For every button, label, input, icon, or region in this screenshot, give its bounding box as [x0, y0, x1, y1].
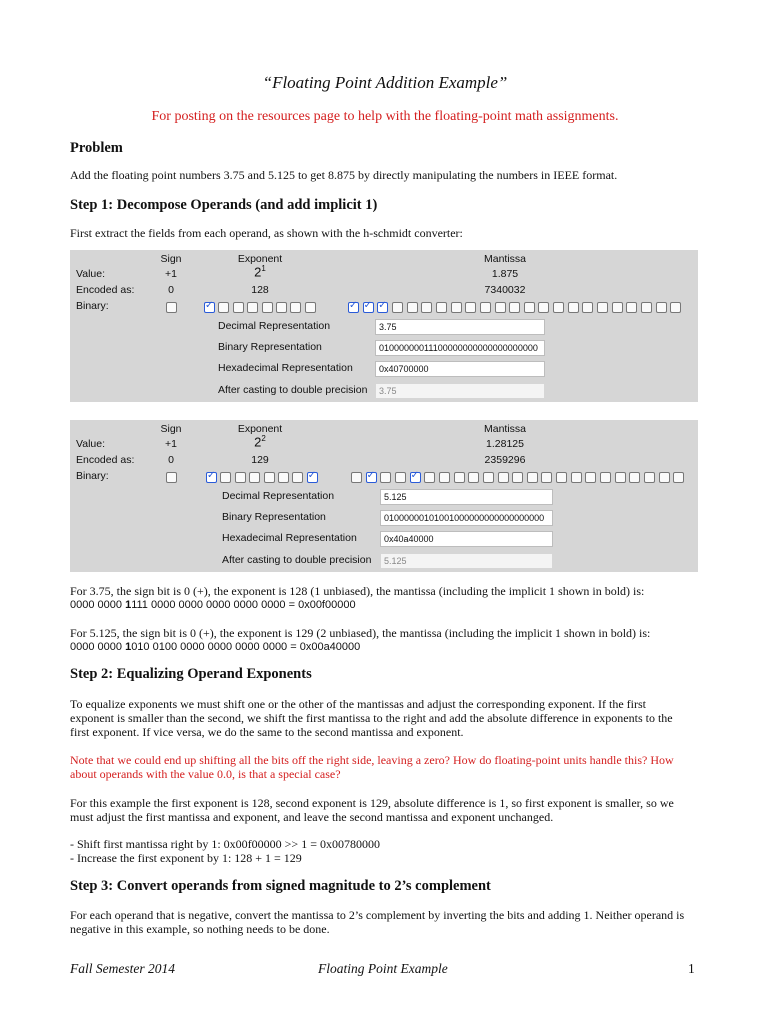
footer-page-number: 1 — [688, 961, 695, 976]
double-label: After casting to double precision — [218, 384, 368, 396]
footer-left: Fall Semester 2014 — [70, 961, 175, 976]
bit-checkbox-8[interactable] — [307, 472, 318, 483]
hex-label: Hexadecimal Representation — [218, 362, 353, 374]
bit-checkbox-11[interactable] — [377, 302, 388, 313]
bit-checkbox-9[interactable] — [351, 472, 362, 483]
bit-checkbox-15[interactable] — [436, 302, 447, 313]
bit-checkbox-1[interactable] — [206, 472, 217, 483]
step2-note: Note that we could end up shifting all the bits off the right side, leaving a zero? How do floating-point units handle this? How about operands with the value 0.0, is that a special case? — [70, 753, 674, 781]
bit-checkbox-22[interactable] — [541, 472, 552, 483]
encoded-label: Encoded as: — [76, 454, 135, 466]
bit-checkbox-31[interactable] — [670, 302, 681, 313]
sign-header: Sign — [160, 253, 182, 265]
decimal-label: Decimal Representation — [222, 490, 335, 502]
encoded-label: Encoded as: — [76, 284, 135, 296]
bit-checkbox-11[interactable] — [380, 472, 391, 483]
bit-checkbox-7[interactable] — [290, 302, 301, 313]
bit-checkbox-22[interactable] — [538, 302, 549, 313]
sign-value: +1 — [165, 268, 177, 280]
mantissa-value: 1.875 — [491, 268, 519, 280]
bit-checkbox-14[interactable] — [424, 472, 435, 483]
bit-checkbox-16[interactable] — [451, 302, 462, 313]
bit-checkbox-0[interactable] — [166, 302, 177, 313]
mantissa-value: 1.28125 — [486, 438, 524, 450]
bit-checkbox-17[interactable] — [468, 472, 479, 483]
analysis-1 — [70, 584, 690, 612]
exponent-value: $2^1$ — [254, 264, 266, 280]
bit-checkbox-19[interactable] — [498, 472, 509, 483]
bit-checkbox-20[interactable] — [509, 302, 520, 313]
step1-heading: Step 1: Decompose Operands (and add implicit 1) — [70, 197, 378, 213]
bit-checkbox-0[interactable] — [166, 472, 177, 483]
bit-checkbox-8[interactable] — [305, 302, 316, 313]
bit-checkbox-25[interactable] — [585, 472, 596, 483]
bit-checkbox-2[interactable] — [220, 472, 231, 483]
step2-heading: Step 2: Equalizing Operand Exponents — [70, 666, 312, 682]
double-output: 3.75 — [375, 383, 545, 399]
bit-checkbox-27[interactable] — [612, 302, 623, 313]
bit-checkbox-24[interactable] — [571, 472, 582, 483]
step3-text: For each operand that is negative, convert the mantissa to 2’s complement by inverting the bits and adding 1. Neither operand is negative in this example, so nothing needs to be done. — [70, 908, 685, 936]
hex-input[interactable]: 0x40a40000 — [380, 531, 553, 547]
binary-input[interactable]: 01000000101001000000000000000000 — [380, 510, 553, 526]
binary-repr-label: Binary Representation — [218, 341, 322, 353]
sign-header: Sign — [160, 423, 182, 435]
analysis-1-text: For 3.75, the sign bit is 0 (+), the exponent is 128 (1 unbiased), the mantissa (including the implicit 1 shown in bold) is: — [70, 584, 645, 598]
bit-checkbox-14[interactable] — [421, 302, 432, 313]
bit-checkbox-23[interactable] — [553, 302, 564, 313]
bit-checkbox-21[interactable] — [524, 302, 535, 313]
analysis-2-bits: 0000 0000 1010 0100 0000 0000 0000 0000 = 0x00a40000 — [70, 641, 361, 653]
hex-label: Hexadecimal Representation — [222, 532, 357, 544]
exponent-header: Exponent — [237, 253, 283, 265]
bit-checkbox-18[interactable] — [480, 302, 491, 313]
bit-checkbox-23[interactable] — [556, 472, 567, 483]
step2-bullet-2: - Increase the first exponent by 1: 128 + 1 = 129 — [70, 851, 302, 865]
bit-checkbox-15[interactable] — [439, 472, 450, 483]
bit-checkbox-16[interactable] — [454, 472, 465, 483]
exponent-encoded: 128 — [251, 284, 269, 296]
bit-checkbox-30[interactable] — [659, 472, 670, 483]
bit-checkbox-21[interactable] — [527, 472, 538, 483]
double-output: 5.125 — [380, 553, 553, 569]
step2-paragraph-2: For this example the first exponent is 128, second exponent is 129, absolute difference is 1, so first exponent is smaller, so we must adjust the first mantissa and exponent, and leave the second mantissa and exponent unchanged. — [70, 796, 674, 824]
analysis-1-bits: 0000 0000 1111 0000 0000 0000 0000 0000 = 0x00f00000 — [70, 599, 356, 611]
document-title: “Floating Point Addition Example” — [262, 73, 508, 92]
decimal-input[interactable]: 5.125 — [380, 489, 553, 505]
bit-checkbox-27[interactable] — [615, 472, 626, 483]
sign-encoded: 0 — [168, 454, 174, 466]
binary-input[interactable]: 01000000011100000000000000000000 — [375, 340, 545, 356]
bit-checkbox-4[interactable] — [249, 472, 260, 483]
bit-checkbox-3[interactable] — [233, 302, 244, 313]
bit-checkbox-17[interactable] — [465, 302, 476, 313]
bit-checkbox-18[interactable] — [483, 472, 494, 483]
binary-label: Binary: — [76, 300, 109, 312]
sign-value: +1 — [165, 438, 177, 450]
bit-checkbox-13[interactable] — [407, 302, 418, 313]
analysis-2-text: For 5.125, the sign bit is 0 (+), the exponent is 129 (2 unbiased), the mantissa (including the implicit 1 shown in bold) is: — [70, 626, 651, 640]
problem-text: Add the floating point numbers 3.75 and 5.125 to get 8.875 by directly manipulating the numbers in IEEE format. — [70, 168, 618, 182]
double-label: After casting to double precision — [222, 554, 372, 566]
bit-checkbox-30[interactable] — [656, 302, 667, 313]
mantissa-header: Mantissa — [483, 423, 526, 435]
binary-label: Binary: — [76, 470, 109, 482]
bit-checkbox-7[interactable] — [292, 472, 303, 483]
bit-checkbox-13[interactable] — [410, 472, 421, 483]
bit-checkbox-26[interactable] — [597, 302, 608, 313]
bit-checkbox-5[interactable] — [262, 302, 273, 313]
step2-bullet-1: - Shift first mantissa right by 1: 0x00f00000 >> 1 = 0x00780000 — [70, 837, 380, 851]
sign-encoded: 0 — [168, 284, 174, 296]
bit-checkbox-19[interactable] — [495, 302, 506, 313]
exponent-header: Exponent — [237, 423, 283, 435]
bit-checkbox-3[interactable] — [235, 472, 246, 483]
converter-panel-1 — [70, 250, 698, 402]
mantissa-encoded: 2359296 — [484, 454, 526, 466]
document-subtitle: For posting on the resources page to help with the floating-point math assignments. — [151, 109, 619, 124]
problem-heading: Problem — [70, 140, 123, 156]
bit-checkbox-20[interactable] — [512, 472, 523, 483]
bit-checkbox-26[interactable] — [600, 472, 611, 483]
bit-checkbox-10[interactable] — [363, 302, 374, 313]
bit-checkbox-25[interactable] — [582, 302, 593, 313]
value-label: Value: — [76, 438, 105, 450]
bit-checkbox-4[interactable] — [247, 302, 258, 313]
bit-checkbox-6[interactable] — [276, 302, 287, 313]
value-label: Value: — [76, 268, 105, 280]
hex-input[interactable]: 0x40700000 — [375, 361, 545, 377]
mantissa-header: Mantissa — [483, 253, 526, 265]
bit-checkbox-12[interactable] — [395, 472, 406, 483]
decimal-label: Decimal Representation — [218, 320, 331, 332]
exponent-value: $2^2$ — [254, 434, 266, 450]
binary-repr-label: Binary Representation — [222, 511, 326, 523]
bit-checkbox-31[interactable] — [673, 472, 684, 483]
bit-checkbox-6[interactable] — [278, 472, 289, 483]
mantissa-encoded: 7340032 — [484, 284, 526, 296]
bit-checkbox-28[interactable] — [626, 302, 637, 313]
step3-heading: Step 3: Convert operands from signed magnitude to 2’s complement — [70, 878, 491, 894]
bit-checkbox-2[interactable] — [218, 302, 229, 313]
footer-center: Floating Point Example — [318, 961, 448, 976]
bit-checkbox-10[interactable] — [366, 472, 377, 483]
bit-checkbox-29[interactable] — [644, 472, 655, 483]
converter-panel-2 — [70, 420, 698, 572]
analysis-2 — [70, 626, 690, 654]
decimal-input[interactable]: 3.75 — [375, 319, 545, 335]
bit-checkbox-28[interactable] — [629, 472, 640, 483]
step1-text: First extract the fields from each operand, as shown with the h-schmidt converter: — [70, 226, 463, 240]
bit-checkbox-9[interactable] — [348, 302, 359, 313]
bit-checkbox-24[interactable] — [568, 302, 579, 313]
bit-checkbox-5[interactable] — [264, 472, 275, 483]
bit-checkbox-1[interactable] — [204, 302, 215, 313]
step2-paragraph-1: To equalize exponents we must shift one or the other of the mantissas and adjust the corresponding exponent. If the first exponent is smaller than the second, we shift the first mantissa to the right and add the absolute difference in exponents to the first exponent. If vice versa, we do the same to the second mantissa and exponent. — [70, 697, 673, 739]
bit-checkbox-12[interactable] — [392, 302, 403, 313]
bit-checkbox-29[interactable] — [641, 302, 652, 313]
exponent-encoded: 129 — [251, 454, 269, 466]
